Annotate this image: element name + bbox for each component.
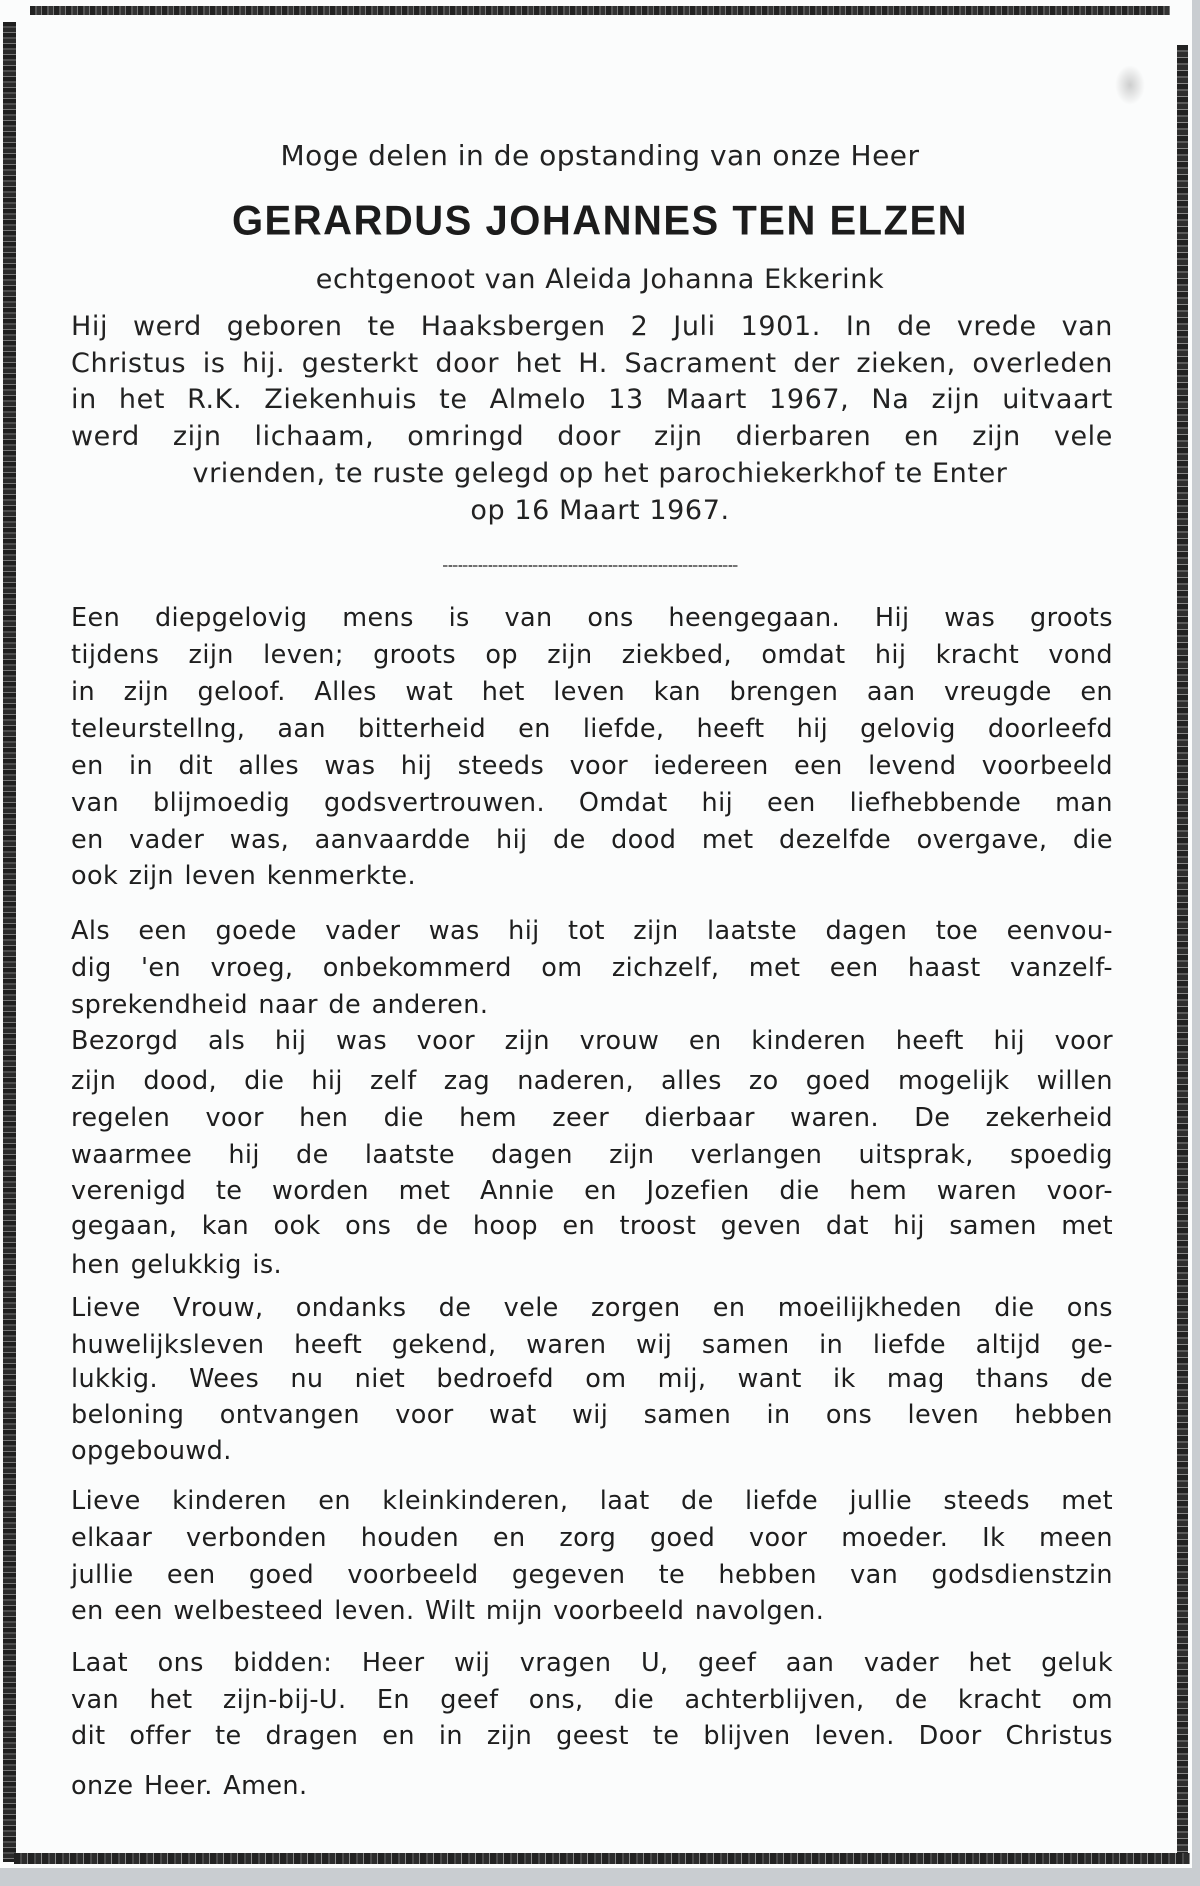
body-line: teleurstellng, aan bitterheid en liefde, heeft hij gelovig doorleefd — [71, 714, 1113, 744]
body-line: Als een goede vader was hij tot zijn laatste dagen toe eenvou- — [71, 916, 1113, 946]
body-line: in zijn geloof. Alles wat het leven kan brengen aan vreugde en — [71, 677, 1113, 707]
body-line: Laat ons bidden: Heer wij vragen U, geef aan vader het geluk — [71, 1648, 1113, 1678]
body-line: huwelijksleven heeft gekend, waren wij samen in liefde altijd ge- — [71, 1330, 1113, 1360]
body-line: opgebouwd. — [71, 1436, 232, 1466]
body-line: Bezorgd als hij was voor zijn vrouw en kinderen heeft hij voor — [71, 1026, 1113, 1056]
deceased-name: GERARDUS JOHANNES TEN ELZEN — [231, 197, 969, 245]
body-line: hen gelukkig is. — [71, 1250, 283, 1280]
intro-line: vrienden, te ruste gelegd op het parochiekerkhof te Enter — [192, 458, 1008, 489]
body-line: jullie een goed voorbeeld gegeven te hebben van godsdienstzin — [71, 1560, 1113, 1590]
body-line: en een welbesteed leven. Wilt mijn voorbeeld navolgen. — [71, 1596, 825, 1626]
intro-line: op 16 Maart 1967. — [470, 495, 730, 526]
body-line: onze Heer. Amen. — [71, 1771, 308, 1801]
card-border-bottom — [14, 1853, 1190, 1864]
body-line: Lieve kinderen en kleinkinderen, laat de liefde jullie steeds met — [71, 1486, 1113, 1516]
body-line: en vader was, aanvaardde hij de dood met dezelfde overgave, die — [71, 825, 1113, 855]
body-line: van het zijn-bij-U. En geef ons, die achterblijven, de kracht om — [71, 1685, 1113, 1715]
body-line: ook zijn leven kenmerkte. — [71, 861, 416, 891]
body-line: Lieve Vrouw, ondanks de vele zorgen en moeilijkheden die ons — [71, 1293, 1113, 1323]
paper-smudge — [1115, 65, 1145, 105]
body-line: Een diepgelovig mens is van ons heengegaan. Hij was groots — [71, 603, 1113, 633]
body-line: dig 'en vroeg, onbekommerd om zichzelf, met een haast vanzelf- — [71, 953, 1113, 983]
body-line: zijn dood, die hij zelf zag naderen, alles zo goed mogelijk willen — [71, 1066, 1113, 1096]
body-line: sprekendheid naar de anderen. — [71, 990, 489, 1020]
intro-line: Hij werd geboren te Haaksbergen 2 Juli 1901. In de vrede van — [71, 311, 1113, 342]
card-border-top — [30, 6, 1170, 15]
card-border-left — [3, 22, 16, 1862]
separator-rule — [443, 565, 738, 567]
opening-line: Moge delen in de opstanding van onze Heer — [280, 139, 920, 172]
body-line: elkaar verbonden houden en zorg goed voor moeder. Ik meen — [71, 1523, 1113, 1553]
body-line: tijdens zijn leven; groots op zijn ziekbed, omdat hij kracht vond — [71, 640, 1113, 670]
intro-line: werd zijn lichaam, omringd door zijn dierbaren en zijn vele — [71, 421, 1113, 452]
body-line: verenigd te worden met Annie en Jozefien die hem waren voor- — [71, 1176, 1113, 1206]
body-line: dit offer te dragen en in zijn geest te blijven leven. Door Christus — [71, 1721, 1113, 1751]
body-line: lukkig. Wees nu niet bedroefd om mij, want ik mag thans de — [71, 1364, 1113, 1394]
body-line: beloning ontvangen voor wat wij samen in ons leven hebben — [71, 1400, 1113, 1430]
body-line: waarmee hij de laatste dagen zijn verlangen uitsprak, spoedig — [71, 1140, 1113, 1170]
card-border-right — [1177, 45, 1188, 1860]
body-line: en in dit alles was hij steeds voor iedereen een levend voorbeeld — [71, 751, 1113, 781]
spouse-line: echtgenoot van Aleida Johanna Ekkerink — [315, 264, 885, 295]
body-line: regelen voor hen die hem zeer dierbaar waren. De zekerheid — [71, 1103, 1113, 1133]
body-line: van blijmoedig godsvertrouwen. Omdat hij een liefhebbende man — [71, 788, 1113, 818]
body-line: gegaan, kan ook ons de hoop en troost geven dat hij samen met — [71, 1211, 1113, 1241]
intro-line: in het R.K. Ziekenhuis te Almelo 13 Maart 1967, Na zijn uitvaart — [71, 384, 1113, 415]
intro-line: Christus is hij. gesterkt door het H. Sacrament der zieken, overleden — [71, 348, 1113, 379]
